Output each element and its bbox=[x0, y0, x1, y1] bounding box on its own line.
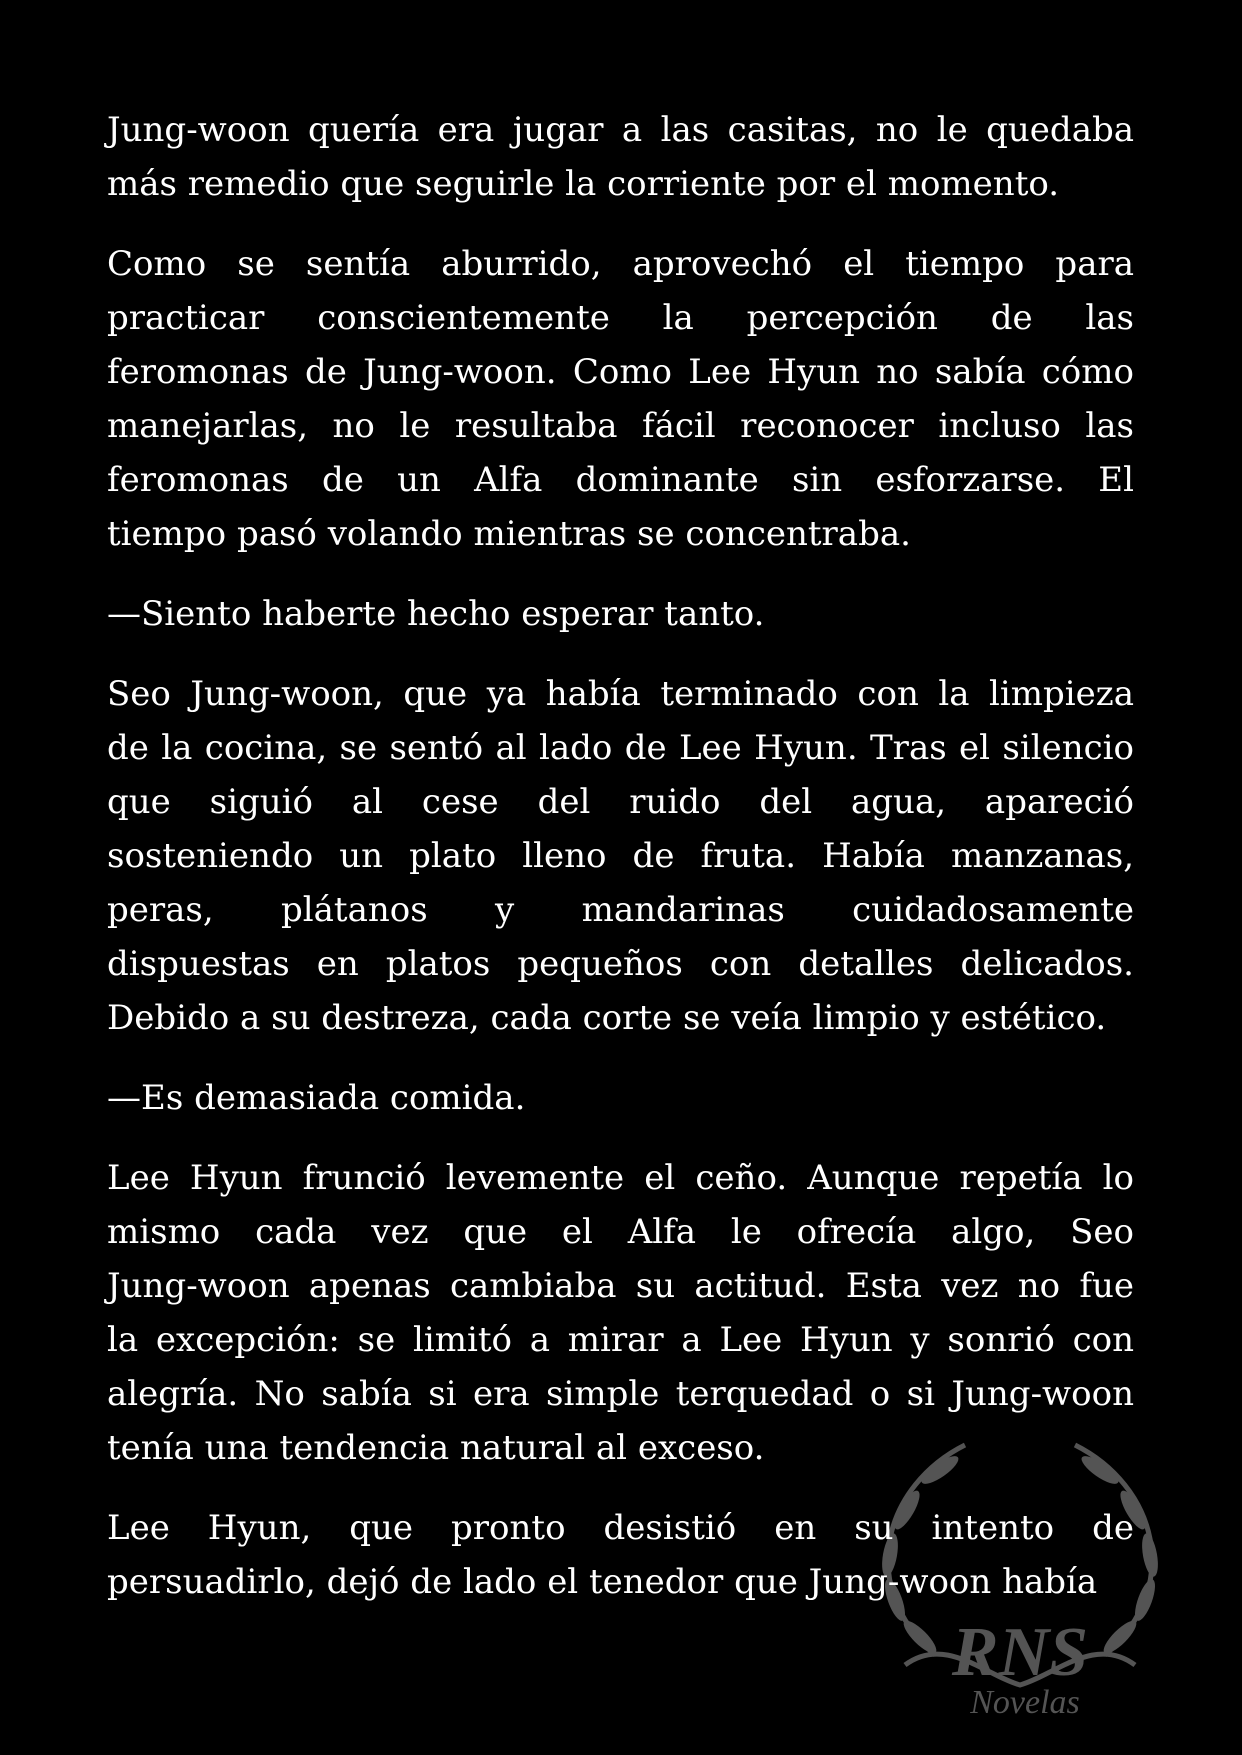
text-line: persuadirlo, dejó de lado el tenedor que Jung-woon había bbox=[107, 1562, 1098, 1602]
paragraph bbox=[107, 237, 1134, 561]
text-line: feromonas de Jung-woon. Como Lee Hyun no sabía cómo bbox=[107, 352, 1134, 392]
text-line: Como se sentía aburrido, aprovechó el tiempo para bbox=[107, 244, 1134, 284]
text-line: Debido a su destreza, cada corte se veía limpio y estético. bbox=[107, 998, 1107, 1038]
text-line: dispuestas en platos pequeños con detalles delicados. bbox=[107, 944, 1134, 984]
text-line: Lee Hyun, que pronto desistió en su intento de bbox=[107, 1508, 1134, 1548]
text-line: —Siento haberte hecho esperar tanto. bbox=[107, 594, 765, 634]
paragraph bbox=[107, 667, 1134, 1045]
text-line: que siguió al cese del ruido del agua, apareció bbox=[107, 782, 1134, 822]
text-line: sosteniendo un plato lleno de fruta. Había manzanas, bbox=[107, 836, 1134, 876]
watermark-rns-text: RNS bbox=[951, 1614, 1089, 1691]
paragraph bbox=[107, 103, 1134, 211]
paragraph bbox=[107, 1071, 1134, 1125]
paragraph bbox=[107, 1501, 1134, 1609]
text-line: —Es demasiada comida. bbox=[107, 1078, 526, 1118]
text-line: mismo cada vez que el Alfa le ofrecía algo, Seo bbox=[107, 1212, 1134, 1252]
text-line: tiempo pasó volando mientras se concentraba. bbox=[107, 514, 911, 554]
text-line: la excepción: se limitó a mirar a Lee Hyun y sonrió con bbox=[107, 1320, 1134, 1360]
text-line: Seo Jung-woon, que ya había terminado con la limpieza bbox=[107, 674, 1134, 714]
watermark-novelas-text: Novelas bbox=[970, 1684, 1080, 1721]
text-line: feromonas de un Alfa dominante sin esforzarse. El bbox=[107, 460, 1134, 500]
text-line: peras, plátanos y mandarinas cuidadosamente bbox=[107, 890, 1134, 930]
text-line: practicar conscientemente la percepción de las bbox=[107, 298, 1134, 338]
paragraph bbox=[107, 587, 1134, 641]
text-line: manejarlas, no le resultaba fácil reconocer incluso las bbox=[107, 406, 1134, 446]
text-line: Jung-woon quería era jugar a las casitas, no le quedaba bbox=[107, 110, 1134, 150]
text-line: Lee Hyun frunció levemente el ceño. Aunque repetía lo bbox=[107, 1158, 1134, 1198]
text-line: alegría. No sabía si era simple terquedad o si Jung-woon bbox=[107, 1374, 1134, 1414]
document-body bbox=[107, 103, 1134, 1635]
text-line: tenía una tendencia natural al exceso. bbox=[107, 1428, 765, 1468]
text-line: Jung-woon apenas cambiaba su actitud. Esta vez no fue bbox=[107, 1266, 1134, 1306]
text-line: de la cocina, se sentó al lado de Lee Hyun. Tras el silencio bbox=[107, 728, 1134, 768]
text-line: más remedio que seguirle la corriente por el momento. bbox=[107, 164, 1060, 204]
paragraph bbox=[107, 1151, 1134, 1475]
